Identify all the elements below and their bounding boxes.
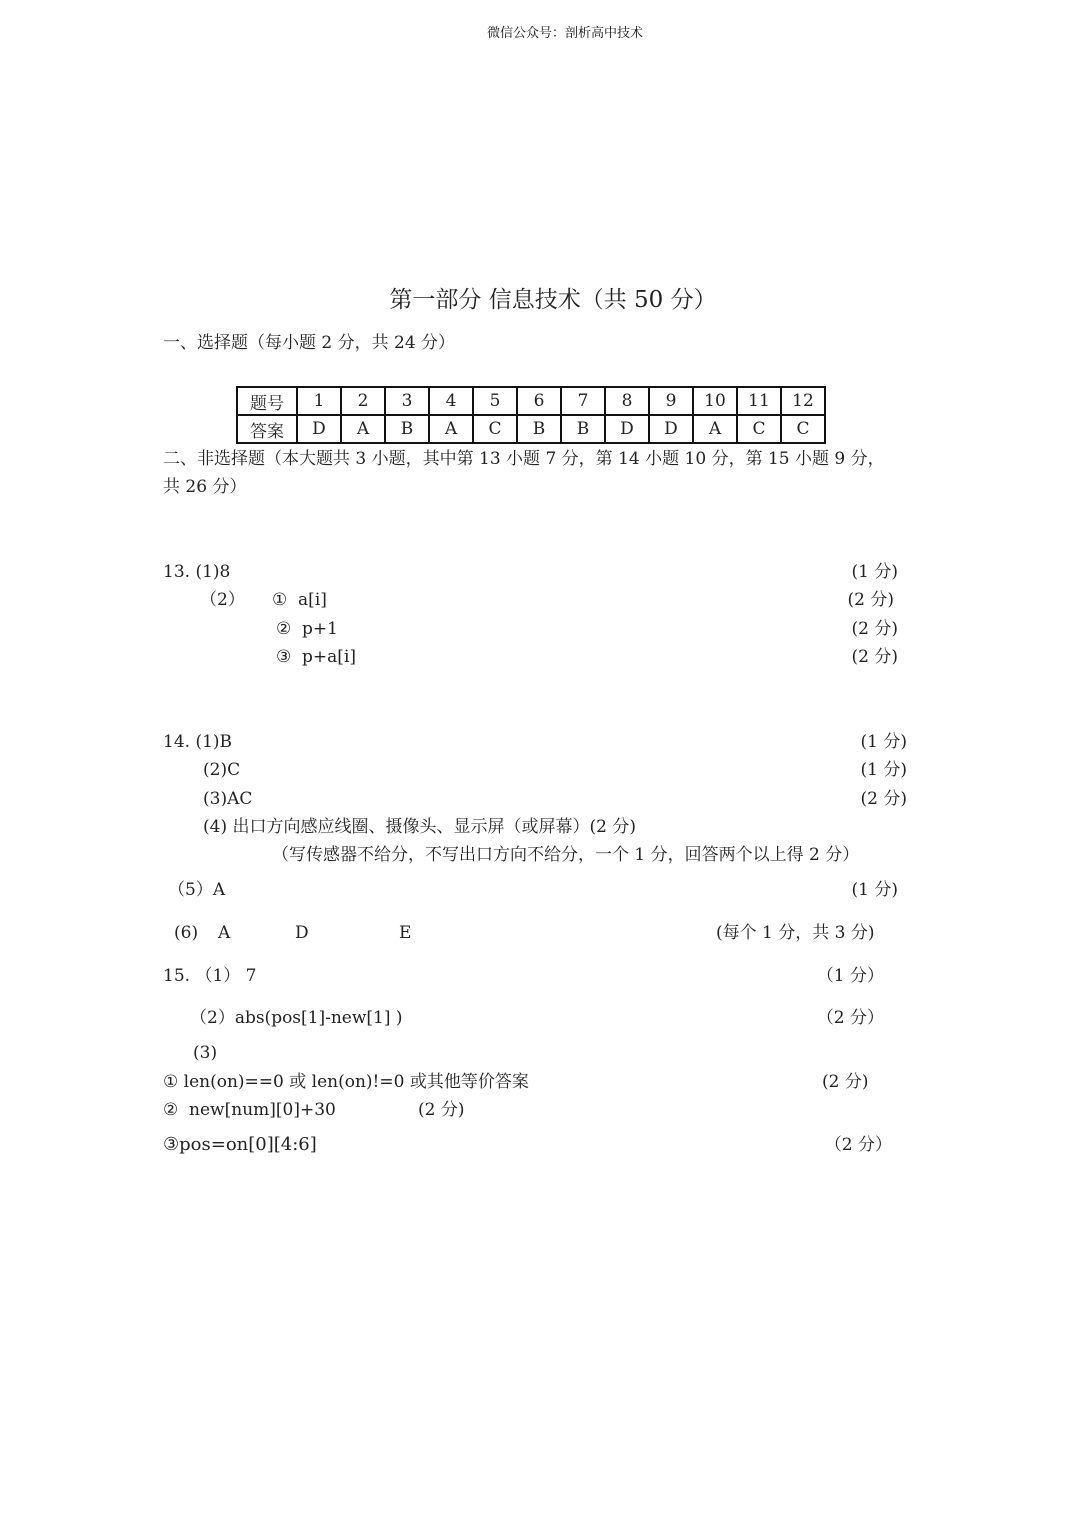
answer-cell: D [605,415,649,443]
answer-cell: C [473,415,517,443]
q13-part1: 13. (1)8 [163,562,231,582]
question-number-cell: 4 [429,387,473,415]
answer-cell: B [561,415,605,443]
q13-answer2-score: (2 分) [851,619,898,639]
q13-part1-score: (1 分) [851,562,898,582]
q14-part6-answer: D [295,923,309,943]
table-row-numbers [237,387,825,415]
question-number-cell: 10 [693,387,737,415]
section2-heading-cont: 共 26 分） [163,477,247,497]
question-number-cell: 8 [605,387,649,415]
q14-part5: （5）A [168,880,226,900]
q14-part2-score: (1 分) [860,760,907,780]
q15-part2-score: （2 分） [816,1008,884,1028]
answer-cell: C [781,415,825,443]
question-number-cell: 6 [517,387,561,415]
q14-part6-answer: E [399,923,412,943]
q15-part2: （2）abs(pos[1]-new[1] ) [190,1008,403,1028]
q14-part6-score: (每个 1 分，共 3 分) [716,923,875,943]
question-number-cell: 7 [561,387,605,415]
answer-cell: A [341,415,385,443]
q15-part3-label: (3) [193,1043,218,1063]
q13-answer1-score: (2 分) [847,590,894,610]
q14-part4-note: （写传感器不给分，不写出口方向不给分，一个 1 分，回答两个以上得 2 分） [272,845,860,865]
q14-part3-score: (2 分) [860,789,907,809]
q14-part2: (2)C [203,760,241,780]
q15-answer3: ③pos=on[0][4:6] [163,1134,317,1155]
row-label: 答案 [237,415,297,443]
q14-part6-label: (6) [174,923,199,943]
q13-answer2: ② p+1 [276,619,338,639]
question-number-cell: 11 [737,387,781,415]
q13-part2-label: （2） [200,590,245,610]
q15-answer1: ① len(on)==0 或 len(on)!=0 或其他等价答案 [163,1072,529,1092]
answer-cell: A [429,415,473,443]
page-title: 第一部分 信息技术（共 50 分） [389,287,717,313]
q13-answer3-score: (2 分) [851,647,898,667]
q14-part1-score: (1 分) [860,732,907,752]
q15-part1-score: （1 分） [816,966,884,986]
answer-cell: B [517,415,561,443]
q15-answer2-score: (2 分) [418,1100,465,1120]
q14-part4: (4) 出口方向感应线圈、摄像头、显示屏（或屏幕）(2 分) [203,817,636,837]
q14-part5-score: (1 分) [851,880,898,900]
q15-answer1-score: (2 分) [822,1072,869,1092]
answer-table [236,386,826,444]
page-header: 微信公众号：剖析高中技术 [486,26,643,41]
question-number-cell: 3 [385,387,429,415]
table-row-answers [237,415,825,443]
q14-part1: 14. (1)B [163,732,233,752]
section1-heading: 一、选择题（每小题 2 分，共 24 分） [163,333,456,353]
q15-answer3-score: （2 分） [824,1135,892,1155]
q15-answer2: ② new[num][0]+30 [163,1100,336,1120]
question-number-cell: 2 [341,387,385,415]
answer-cell: C [737,415,781,443]
answer-cell: D [297,415,341,443]
question-number-cell: 1 [297,387,341,415]
answer-cell: B [385,415,429,443]
q15-part1: 15. （1） 7 [163,966,257,986]
question-number-cell: 12 [781,387,825,415]
q13-answer3: ③ p+a[i] [276,647,357,667]
question-number-cell: 9 [649,387,693,415]
row-label: 题号 [237,387,297,415]
q14-part3: (3)AC [203,789,253,809]
answer-cell: D [649,415,693,443]
q13-answer1: ① a[i] [272,590,327,610]
question-number-cell: 5 [473,387,517,415]
section2-heading: 二、非选择题（本大题共 3 小题，其中第 13 小题 7 分，第 14 小题 10 分，第 15 小题 9 分， [163,449,885,469]
answer-cell: A [693,415,737,443]
q14-part6-answer: A [218,923,231,943]
